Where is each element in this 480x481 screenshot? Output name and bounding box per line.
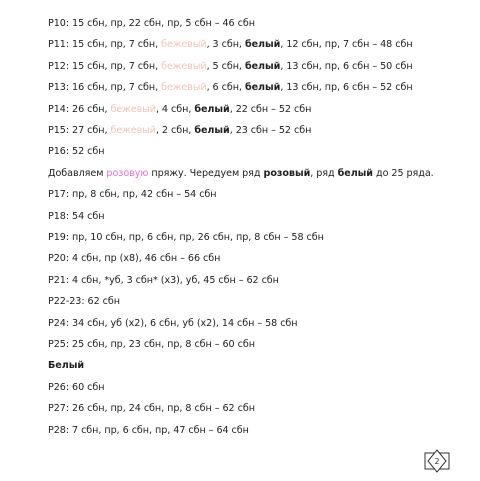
row-11-beige: бежевый: [161, 39, 207, 51]
section-heading-white: Белый: [48, 360, 84, 372]
row-11-white: белый: [244, 39, 281, 51]
row-13-text-a: Р13: 16 сбн, пр, 7 сбн,: [48, 82, 162, 94]
page-number: 2: [434, 457, 440, 466]
row-11: [48, 38, 413, 52]
row-22-23: Р22-23: 62 сбн: [48, 296, 120, 308]
note-text-c: , ряд: [310, 167, 338, 179]
row-14-text-b: , 4 сбн,: [155, 103, 195, 115]
note-pink-yarn: розовую: [106, 167, 149, 179]
note-text-a: Добавляем: [48, 167, 107, 179]
note-text-b: пряжу. Чередуем ряд: [148, 167, 264, 179]
row-12-text-c: , 13 сбн, пр, 6 сбн – 50 сбн: [280, 60, 413, 72]
row-17: Р17: пр, 8 сбн, пр, 42 сбн – 54 сбн: [48, 189, 217, 201]
row-20: Р20: 4 сбн, пр (х8), 46 сбн – 66 сбн: [48, 253, 221, 265]
row-14-text-a: Р14: 26 сбн,: [48, 103, 111, 115]
row-18: Р18: 54 сбн: [48, 210, 105, 222]
page-number-logo: [424, 449, 450, 473]
row-15: [48, 124, 311, 138]
color-change-note: [48, 167, 434, 181]
row-13-beige: бежевый: [161, 82, 207, 94]
row-10: Р10: 15 сбн, пр, 22 сбн, пр, 5 сбн – 46 сбн: [48, 18, 255, 29]
row-13: [48, 81, 413, 95]
row-11-text-a: Р11: 15 сбн, пр, 7 сбн,: [48, 39, 162, 51]
row-24: Р24: 34 сбн, уб (х2), 6 сбн, уб (х2), 14 сбн – 58 сбн: [48, 317, 298, 329]
row-15-white: белый: [194, 125, 230, 136]
row-13-text-b: , 6 сбн,: [206, 82, 245, 94]
row-14: [48, 103, 311, 117]
row-27: Р27: 26 сбн, пр, 24 сбн, пр, 8 сбн – 62 сбн: [48, 403, 255, 415]
row-28: Р28: 7 сбн, пр, 6 сбн, пр, 47 сбн – 64 сбн: [48, 424, 249, 436]
row-26: Р26: 60 сбн: [48, 381, 105, 393]
row-19: Р19: пр, 10 сбн, пр, 6 сбн, пр, 26 сбн, пр, 8 сбн – 58 сбн: [48, 232, 324, 243]
note-white-row: белый: [337, 167, 373, 179]
row-12-text-a: Р12: 15 сбн, пр, 7 сбн,: [48, 60, 162, 72]
row-11-text-c: , 12 сбн, пр, 7 сбн – 48 сбн: [280, 39, 413, 51]
row-12-text-b: , 5 сбн,: [206, 60, 245, 72]
row-15-text-a: Р15: 27 сбн,: [48, 125, 111, 136]
row-11-text-b: , 3 сбн,: [206, 39, 245, 51]
row-21: Р21: 4 сбн, *уб, 3 сбн* (х3), уб, 45 сбн – 62 сбн: [48, 274, 279, 286]
row-14-beige: бежевый: [110, 103, 156, 115]
row-13-white: белый: [244, 82, 281, 94]
row-16: Р16: 52 сбн: [48, 146, 105, 158]
row-12-white: белый: [244, 60, 281, 72]
row-15-beige: бежевый: [110, 125, 156, 136]
row-15-text-b: , 2 сбн,: [155, 125, 195, 136]
row-25: Р25: 25 сбн, пр, 23 сбн, пр, 8 сбн – 60 сбн: [48, 339, 255, 350]
row-12-beige: бежевый: [161, 60, 207, 72]
row-14-text-c: , 22 сбн – 52 сбн: [229, 103, 312, 115]
row-15-text-c: , 23 сбн – 52 сбн: [229, 125, 312, 136]
note-text-d: до 25 ряда.: [372, 167, 434, 179]
row-12: [48, 60, 413, 74]
note-pink-row: розовый: [263, 167, 311, 179]
row-13-text-c: , 13 сбн, пр, 6 сбн – 52 сбн: [280, 82, 413, 94]
row-14-white: белый: [194, 103, 230, 115]
